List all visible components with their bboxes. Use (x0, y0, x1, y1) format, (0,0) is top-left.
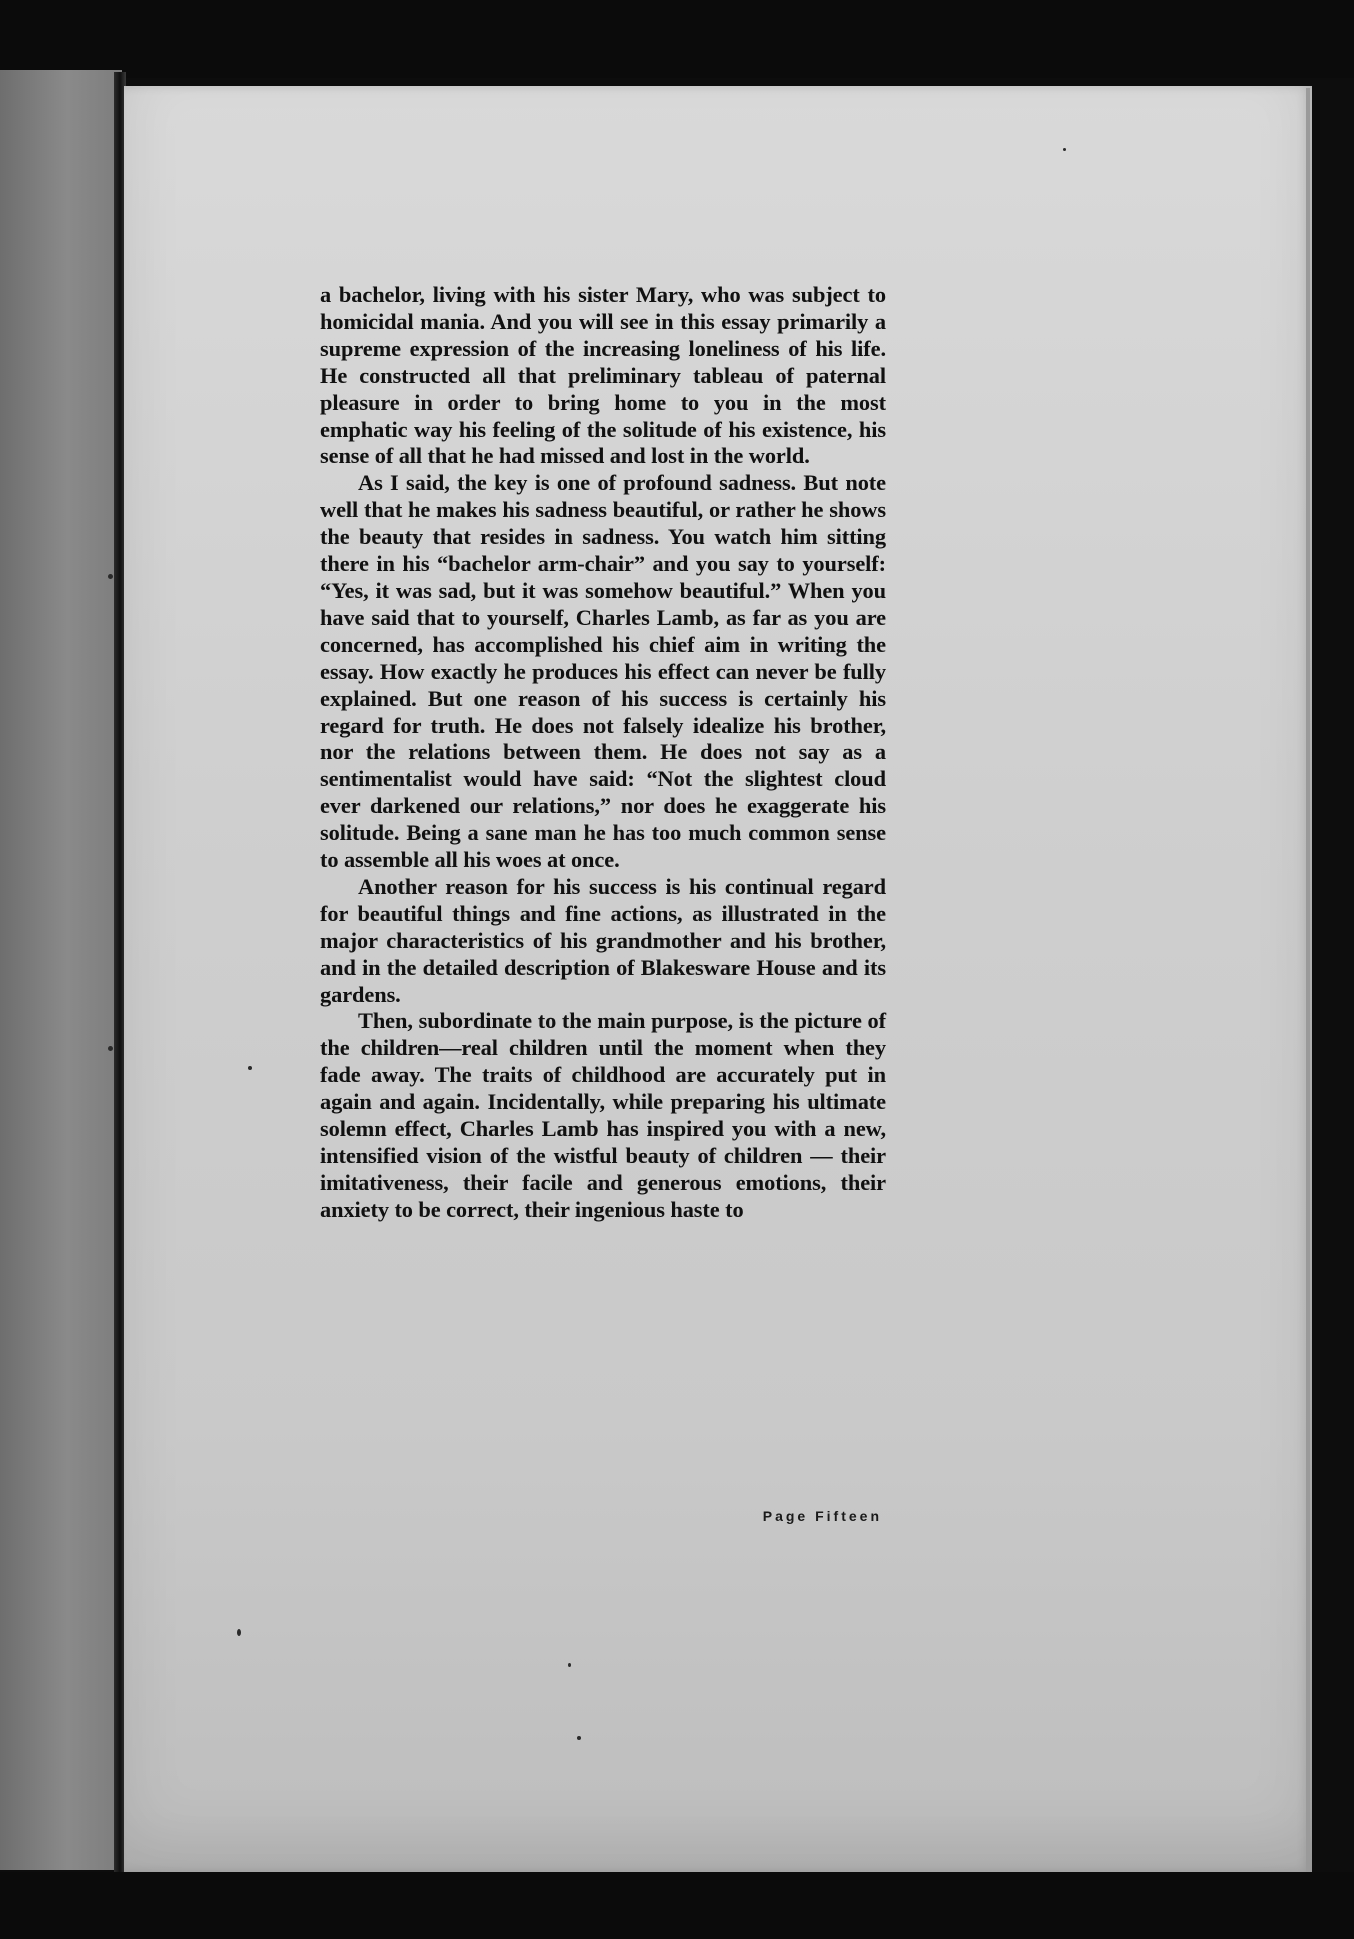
dust-speck (568, 1663, 571, 1667)
dust-speck (108, 574, 113, 579)
facing-page-edge (0, 70, 122, 1870)
scan-top-border (0, 0, 1354, 78)
dust-speck (577, 1736, 581, 1740)
dust-speck (108, 1046, 113, 1051)
body-text (320, 282, 886, 1224)
scan-bottom-border (0, 1872, 1354, 1939)
page-number: Page Fifteen (762, 1508, 882, 1524)
page-edge (1306, 88, 1310, 1874)
paragraph: Then, subordinate to the main purpose, is the picture of the children—real children until the moment when they fade away. The traits of childhood are accurately put in again and again. Incidentally, while preparing his ultimate solemn effect, Charles Lamb has inspired you with a new, intensified vision of the wistful beauty of children — their imitativeness, their facile and generous emotions, their anxiety to be correct, their ingenious haste to (320, 1008, 886, 1222)
paragraph: Another reason for his success is his continual regard for beautiful things and fine actions, as illustrated in the major characteristics of his grandmother and his brother, and in the detailed description of Blakesware House and its gardens. (320, 873, 886, 1007)
paragraph: a bachelor, living with his sister Mary, who was subject to homicidal mania. And you will see in this essay primarily a supreme expression of the increasing loneliness of his life. He constructed all that preliminary tableau of paternal pleasure in order to bring home to you in the most emphatic way his feeling of the solitude of his existence, his sense of all that he had missed and lost in the world. (320, 282, 886, 469)
paragraph: As I said, the key is one of profound sadness. But note well that he makes his sadness beautiful, or rather he shows the beauty that resides in sadness. You watch him sitting there in his “bachelor arm-chair” and you say to yourself: “Yes, it was sad, but it was somehow beautiful.” When you have said that to yourself, Charles Lamb, as far as you are concerned, has accomplished his chief aim in writing the essay. How exactly he produces his effect can never be fully explained. But one reason of his success is certainly his regard for truth. He does not falsely idealize his brother, nor the relations between them. He does not say as a sentimentalist would have said: “Not the slightest cloud ever darkened our relations,” nor does he exaggerate his solitude. Being a sane man he has too much common sense to assemble all his woes at once. (320, 470, 886, 873)
dust-speck (248, 1066, 252, 1070)
dust-speck (237, 1629, 241, 1636)
dust-speck (1063, 148, 1066, 151)
